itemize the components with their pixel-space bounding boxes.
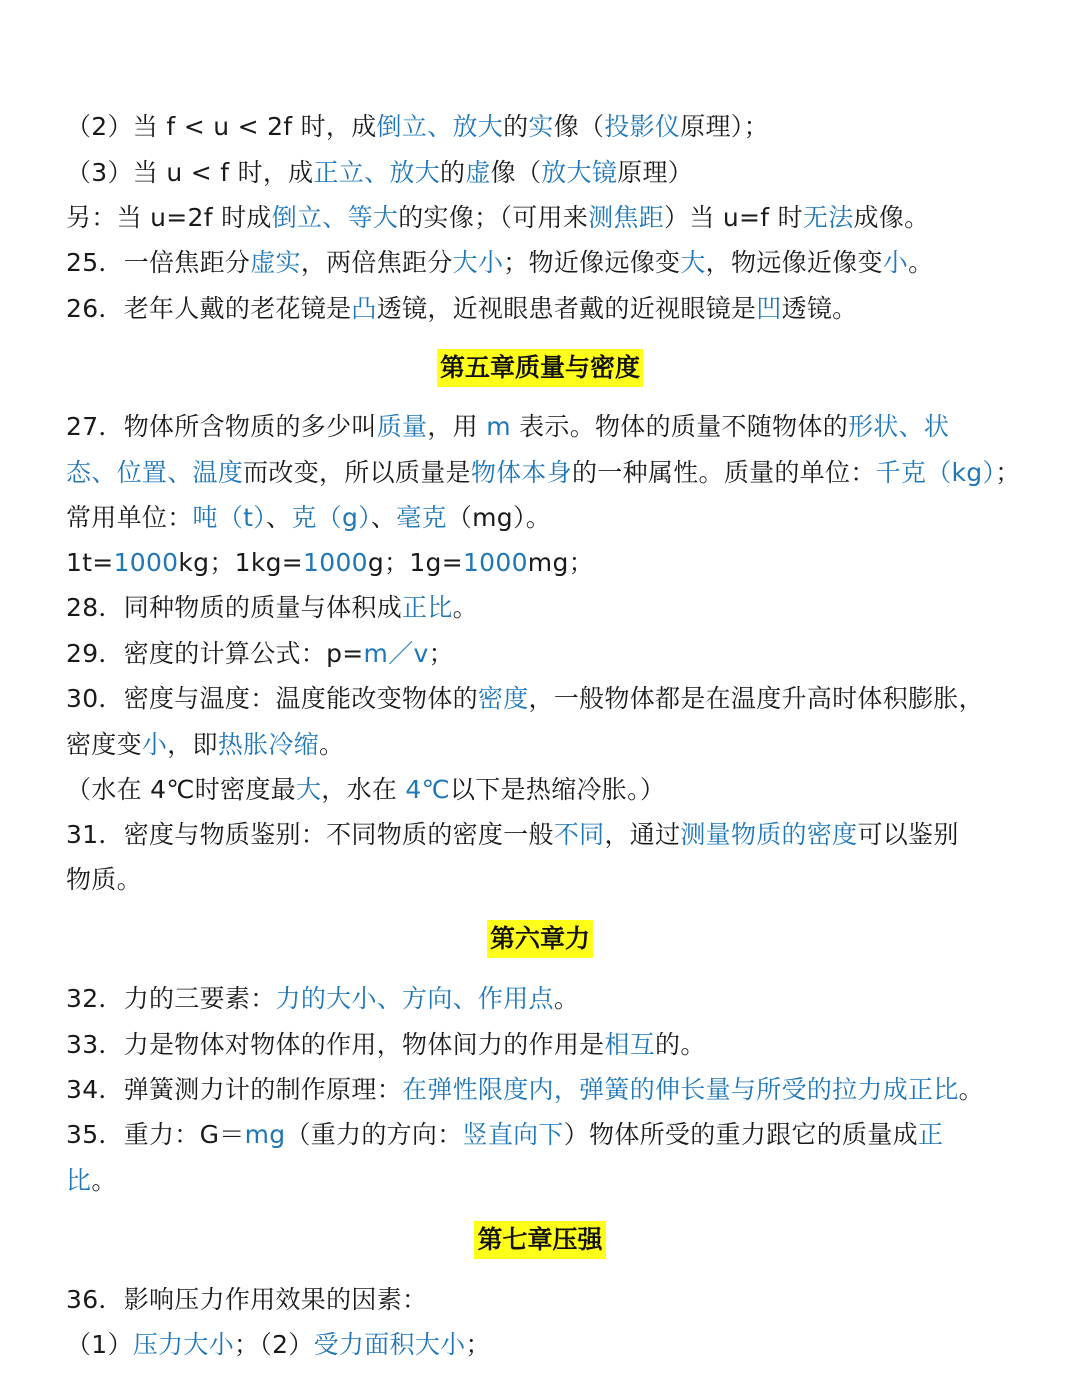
item-28: 28．同种物质的质量与体积成正比。 — [66, 593, 478, 622]
item-27-line2: 态、位置、温度而改变，所以质量是物体本身的一种属性。质量的单位：千克（kg）； — [66, 458, 1021, 487]
unit-conversion: 1t=1000kg；1kg=1000g；1g=1000mg； — [66, 548, 594, 577]
item-30-line2: 密度变小，即热胀冷缩。 — [66, 730, 345, 759]
lens-rule-2: （2）当 f < u < 2f 时，成倒立、放大的实像（投影仪原理）； — [66, 112, 769, 141]
item-34: 34．弹簧测力计的制作原理：在弹性限度内，弹簧的伸长量与所受的拉力成正比。 — [66, 1075, 984, 1104]
item-27-line3: 常用单位：吨（t）、克（g）、毫克（mg）。 — [66, 503, 552, 532]
item-30-line1: 30．密度与温度：温度能改变物体的密度，一般物体都是在温度升高时体积膨胀， — [66, 684, 984, 713]
item-35-line1: 35．重力：G＝mg（重力的方向：竖直向下）物体所受的重力跟它的质量成正 — [66, 1120, 944, 1149]
chapter-5-heading: 第五章质量与密度 — [0, 349, 1080, 387]
item-25: 25．一倍焦距分虚实，两倍焦距分大小；物近像远像变大，物远像近像变小。 — [66, 248, 934, 277]
item-35-line2: 比。 — [66, 1166, 117, 1195]
item-33: 33．力是物体对物体的作用，物体间力的作用是相互的。 — [66, 1030, 706, 1059]
chapter-7-heading: 第七章压强 — [0, 1221, 1080, 1259]
lens-rule-extra: 另：当 u=2f 时成倒立、等大的实像；（可用来测焦距）当 u=f 时无法成像。 — [66, 203, 930, 232]
item-36: 36．影响压力作用效果的因素： — [66, 1285, 428, 1314]
item-31-line1: 31．密度与物质鉴别：不同物质的密度一般不同，通过测量物质的密度可以鉴别 — [66, 820, 959, 849]
item-29: 29．密度的计算公式：p=m／v； — [66, 639, 454, 668]
lens-rule-3: （3）当 u < f 时，成正立、放大的虚像（放大镜原理） — [66, 158, 694, 187]
item-31-line2: 物质。 — [66, 865, 142, 894]
item-36-factors: （1）压力大小；（2）受力面积大小； — [66, 1330, 491, 1359]
water-density-note: （水在 4℃时密度最大，水在 4℃以下是热缩冷胀。） — [66, 775, 666, 804]
item-32: 32．力的三要素：力的大小、方向、作用点。 — [66, 984, 580, 1013]
item-27-line1: 27．物体所含物质的多少叫质量，用 m 表示。物体的质量不随物体的形状、状 — [66, 412, 950, 441]
chapter-6-heading: 第六章力 — [0, 920, 1080, 958]
item-26: 26．老年人戴的老花镜是凸透镜，近视眼患者戴的近视眼镜是凹透镜。 — [66, 294, 858, 323]
